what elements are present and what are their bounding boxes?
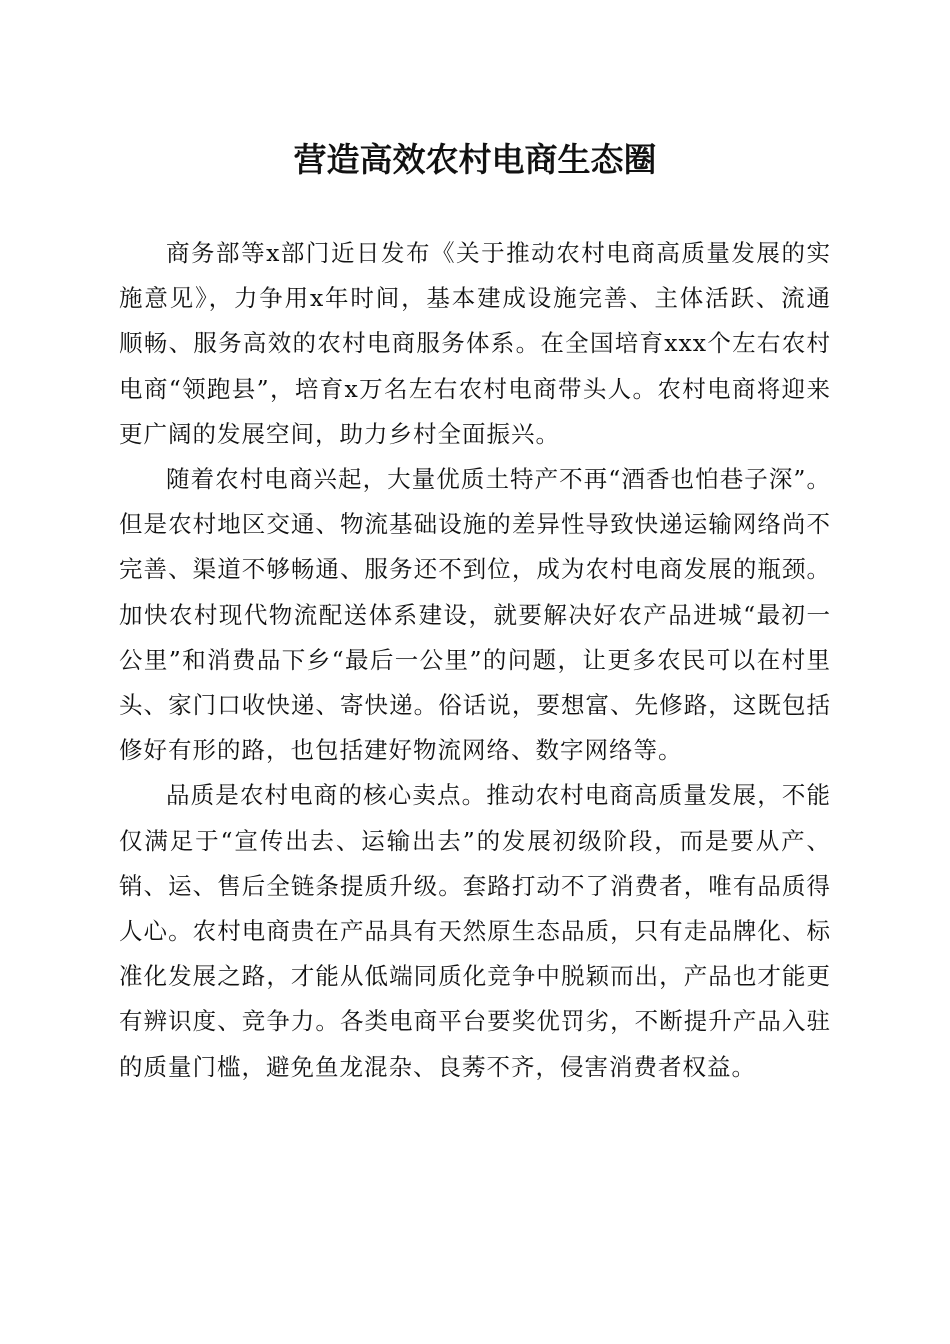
paragraph-3: 品质是农村电商的核心卖点。推动农村电商高质量发展，不能仅满足于“宣传出去、运输出去”的发展初级阶段，而是要从产、销、运、售后全链条提质升级。套路打动不了消费者，唯有品质得人心。农村电商贵在产品具有天然原生态品质，只有走品牌化、标准化发展之路，才能从低端同质化竞争中脱颖而出，产品也才能更有辨识度、竞争力。各类电商平台要奖优罚劣，不断提升产品入驻的质量门槛，避免鱼龙混杂、良莠不齐，侵害消费者权益。 [119,781,831,1081]
paragraph-2: 随着农村电商兴起，大量优质土特产不再“酒香也怕巷子深”。但是农村地区交通、物流基础设施的差异性导致快递运输网络尚不完善、渠道不够畅通、服务还不到位，成为农村电商发展的瓶颈。加快农村现代物流配送体系建设，就要解决好农产品进城“最初一公里”和消费品下乡“最后一公里”的问题，让更多农民可以在村里头、家门口收快递、寄快递。俗话说，要想富、先修路，这既包括修好有形的路，也包括建好物流网络、数字网络等。 [119,465,831,765]
document-title: 营造高效农村电商生态圈 [293,140,657,179]
paragraph-1: 商务部等x部门近日发布《关于推动农村电商高质量发展的实施意见》，力争用x年时间，基本建成设施完善、主体活跃、流通顺畅、服务高效的农村电商服务体系。在全国培育xxx个左右农村电商“领跑县”，培育x万名左右农村电商带头人。农村电商将迎来更广阔的发展空间，助力乡村全面振兴。 [119,239,831,448]
document-body [119,231,831,1090]
